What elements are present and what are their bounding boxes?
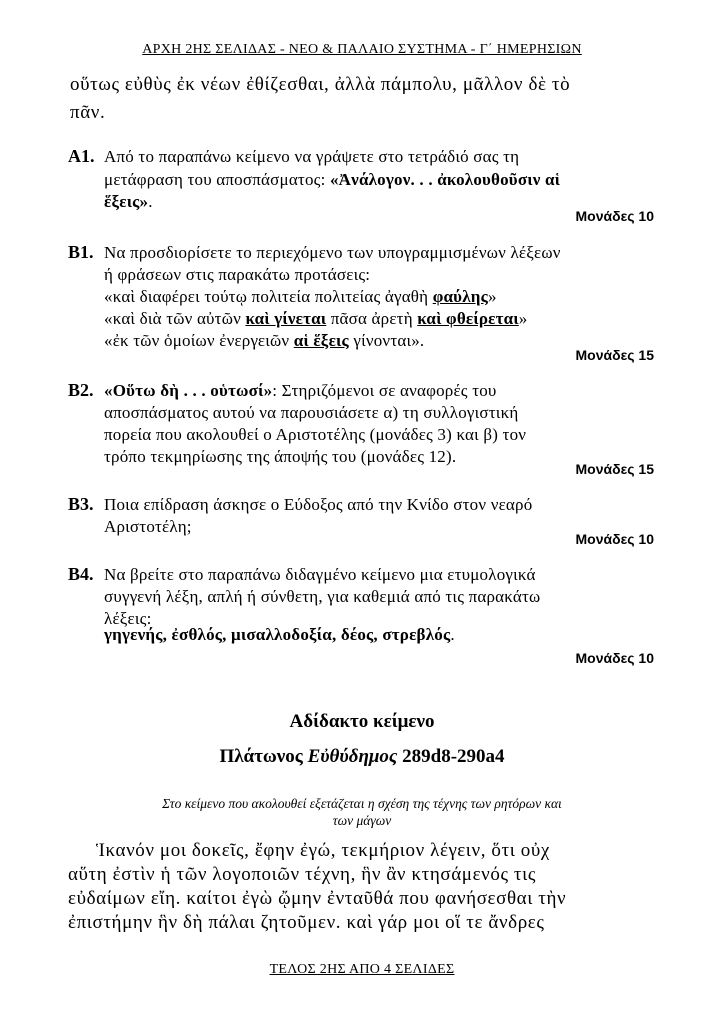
question-b1-sentence-2: [104, 309, 527, 329]
question-b2-line-1-text: : Στηριζόμενοι σε αναφορές του: [272, 381, 497, 400]
question-b1-sentence-1: [104, 287, 497, 307]
sentence-1-end: »: [487, 287, 497, 306]
question-b4-line-2: συγγενή λέξη, απλή ή σύνθετη, για καθεμιά από τις παρακάτω: [104, 587, 541, 606]
page-header: ΑΡΧΗ 2ΗΣ ΣΕΛΙΔΑΣ - ΝΕΟ & ΠΑΛΑΙΟ ΣΥΣΤΗΜΑ - Γ΄ ΗΜΕΡΗΣΙΩΝ: [142, 42, 582, 57]
sentence-3-end: γίνονται».: [348, 331, 425, 350]
question-b1-sentence-3: [104, 331, 424, 351]
question-b4-words-line: [104, 625, 455, 645]
question-b3-number: Β3.: [68, 494, 94, 514]
sentence-1-text: «καὶ διαφέρει τούτῳ πολιτεία πολιτείας ἀγαθὴ: [104, 287, 433, 306]
question-b3-line-2: Αριστοτέλη;: [104, 517, 192, 536]
question-b2-line-2: αποσπάσματος αυτού να παρουσιάσετε α) τη συλλογιστική: [104, 403, 519, 422]
opening-text-line-1: οὕτως εὐθὺς ἐκ νέων ἐθίζεσθαι, ἀλλὰ πάμπολυ, μᾶλλον δὲ τὸ: [70, 74, 571, 95]
question-b1-line-2: ή φράσεων στις παρακάτω προτάσεις:: [104, 265, 371, 284]
unseen-text-source: [0, 746, 724, 768]
question-b4-marks: Μονάδες 10: [575, 650, 654, 666]
source-author: Πλάτωνος: [219, 746, 308, 767]
unseen-text-line-2: αὕτη ἐστὶν ἡ τῶν λογοποιῶν τέχνη, ἣν ἂν κτησάμενός τις: [68, 864, 537, 885]
question-a1-line-3-punct: .: [148, 192, 153, 211]
page-footer: ΤΕΛΟΣ 2ΗΣ ΑΠΟ 4 ΣΕΛΙΔΕΣ: [269, 962, 455, 977]
question-b2-line-4: τρόπο τεκμηρίωσης της άποψής του (μονάδες 12).: [104, 447, 457, 466]
question-b2-number: Β2.: [68, 380, 94, 400]
question-b4-words-punct: .: [450, 625, 455, 644]
sentence-2-middle: πᾶσα ἀρετὴ: [326, 309, 418, 328]
question-b4-words: γηγενής, ἐσθλός, μισαλλοδοξία, δέος, στρεβλός: [104, 625, 451, 644]
unseen-text-line-3: εὐδαίμων εἴη. καίτοι ἐγὼ ᾤμην ἐνταῦθά που φανήσεσθαι τὴν: [68, 888, 567, 909]
question-b4-line-3: λέξεις:: [104, 609, 152, 628]
question-a1-line-3: [104, 192, 153, 212]
question-b4-number: Β4.: [68, 564, 94, 584]
question-b1-line-1: Να προσδιορίσετε το περιεχόμενο των υπογραμμισμένων λέξεων: [104, 243, 561, 262]
sentence-2-text: «καὶ διὰ τῶν αὐτῶν: [104, 309, 246, 328]
unseen-text-intro-line-2: των μάγων: [332, 813, 392, 828]
unseen-text-title: Αδίδακτο κείμενο: [289, 711, 435, 732]
question-b2-marks: Μονάδες 15: [575, 461, 654, 477]
question-b4-line-1: Να βρείτε στο παραπάνω διδαγμένο κείμενο μια ετυμολογικά: [104, 565, 536, 584]
question-a1-quoted-passage-end: ἕξεις»: [104, 192, 149, 211]
sentence-2-underlined-1: καὶ γίνεται: [245, 309, 327, 328]
question-a1-number: Α1.: [68, 146, 95, 166]
question-b1-number: Β1.: [68, 242, 94, 262]
unseen-text-intro-line-1: Στο κείμενο που ακολουθεί εξετάζεται η σχέση της τέχνης των ρητόρων και: [162, 796, 562, 811]
unseen-text-line-1: Ἱκανόν μοι δοκεῖς, ἔφην ἐγώ, τεκμήριον λέγειν, ὅτι οὐχ: [96, 840, 550, 861]
question-b1-marks: Μονάδες 15: [575, 347, 654, 363]
question-a1-marks: Μονάδες 10: [575, 208, 654, 224]
question-b2-line-1: [104, 381, 497, 401]
question-b2-line-3: πορεία που ακολουθεί ο Αριστοτέλης (μονάδες 3) και β) τον: [104, 425, 527, 444]
question-b3-line-1: Ποια επίδραση άσκησε ο Εύδοξος από την Κνίδο στον νεαρό: [104, 495, 533, 514]
sentence-2-underlined-2: καὶ φθείρεται: [417, 309, 519, 328]
question-b3-marks: Μονάδες 10: [575, 531, 654, 547]
question-b2-quoted-passage: «Οὕτω δὴ . . . οὑτωσί»: [104, 381, 273, 400]
sentence-3-text: «ἐκ τῶν ὁμοίων ἐνεργειῶν: [104, 331, 294, 350]
question-a1-line-1: Από το παραπάνω κείμενο να γράψετε στο τετράδιό σας τη: [104, 147, 520, 166]
question-a1-line-2: [104, 170, 560, 190]
unseen-text-line-4: ἐπιστήμην ἣν δὴ πάλαι ζητοῦμεν. καὶ γάρ μοι οἵ τε ἄνδρες: [68, 912, 545, 933]
unseen-text-intro: [60, 795, 664, 829]
opening-text-line-2: πᾶν.: [70, 102, 106, 123]
sentence-1-underlined: φαύλης: [432, 287, 488, 306]
source-work-title: Εὐθύδημος: [307, 746, 398, 767]
sentence-3-underlined: αἱ ἕξεις: [293, 331, 349, 350]
source-reference: 289d8-290a4: [397, 746, 505, 767]
sentence-2-end: »: [518, 309, 528, 328]
question-a1-quoted-passage: «Ἀνάλογον. . . ἀκολουθοῦσιν αἱ: [329, 170, 561, 189]
question-a1-line-2-text: μετάφραση του αποσπάσματος:: [104, 170, 330, 189]
